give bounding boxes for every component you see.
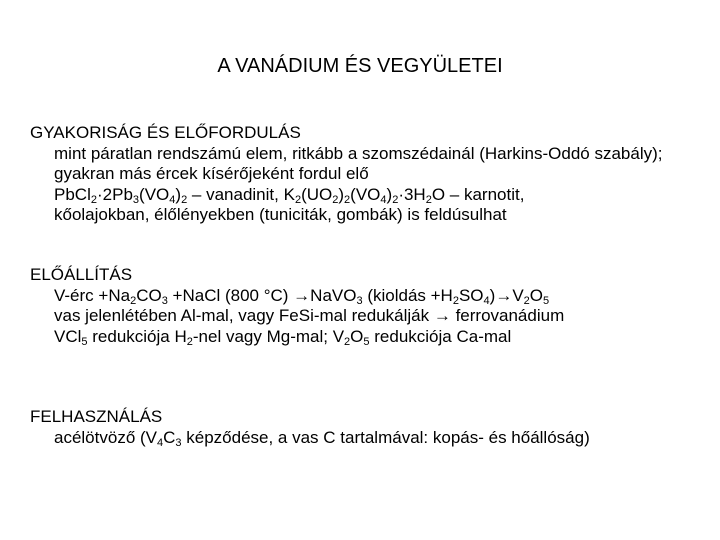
section-occurrence <box>30 123 700 226</box>
occurrence-line-enrichment: kőolajokban, élőlényekben (tuniciták, gombák) is feldúsulhat <box>54 205 507 224</box>
production-line-ferrovanadium: vas jelenlétében Al-mal, vagy FeSi-mal redukálják → ferrovanádium <box>54 306 565 325</box>
section-heading-occurrence: GYAKORISÁG ÉS ELŐFORDULÁS <box>30 123 301 142</box>
section-usage <box>30 407 700 448</box>
slide-title: A VANÁDIUM ÉS VEGYÜLETEI <box>217 55 503 77</box>
section-heading-usage: FELHASZNÁLÁS <box>30 407 163 426</box>
production-line-reaction: V-érc $+Na_2CO_3$ +NaCl (800 °C) →NaVO$_3$ (kioldás $+H_2SO_4)\to V_2O_5$ <box>54 285 550 307</box>
occurrence-line-minerals: $PbCl_2\cdot 2Pb_3(VO_4)_2$ – vanadinit, $K_2(UO_2)_2(VO_4)_2\cdot 3H_2O$ – karnotit, <box>54 184 525 206</box>
production-line-reduction: VCl$_5$ redukciója $H_2$-nel vagy Mg-mal; $V_2O_5$ redukciója Ca-mal <box>54 326 512 348</box>
usage-line-steel-alloy: acélötvöző ($V_4C_3$ képződése, a vas C tartalmával: kopás- és hőállóság) <box>54 427 590 449</box>
section-heading-production: ELŐÁLLÍTÁS <box>30 265 133 284</box>
section-production <box>30 265 700 347</box>
occurrence-line-oddo-rule: mint páratlan rendszámú elem, ritkább a szomszédainál (Harkins-Oddó szabály); gyakran más ércek kísérőjeként fordul elő <box>54 143 663 183</box>
